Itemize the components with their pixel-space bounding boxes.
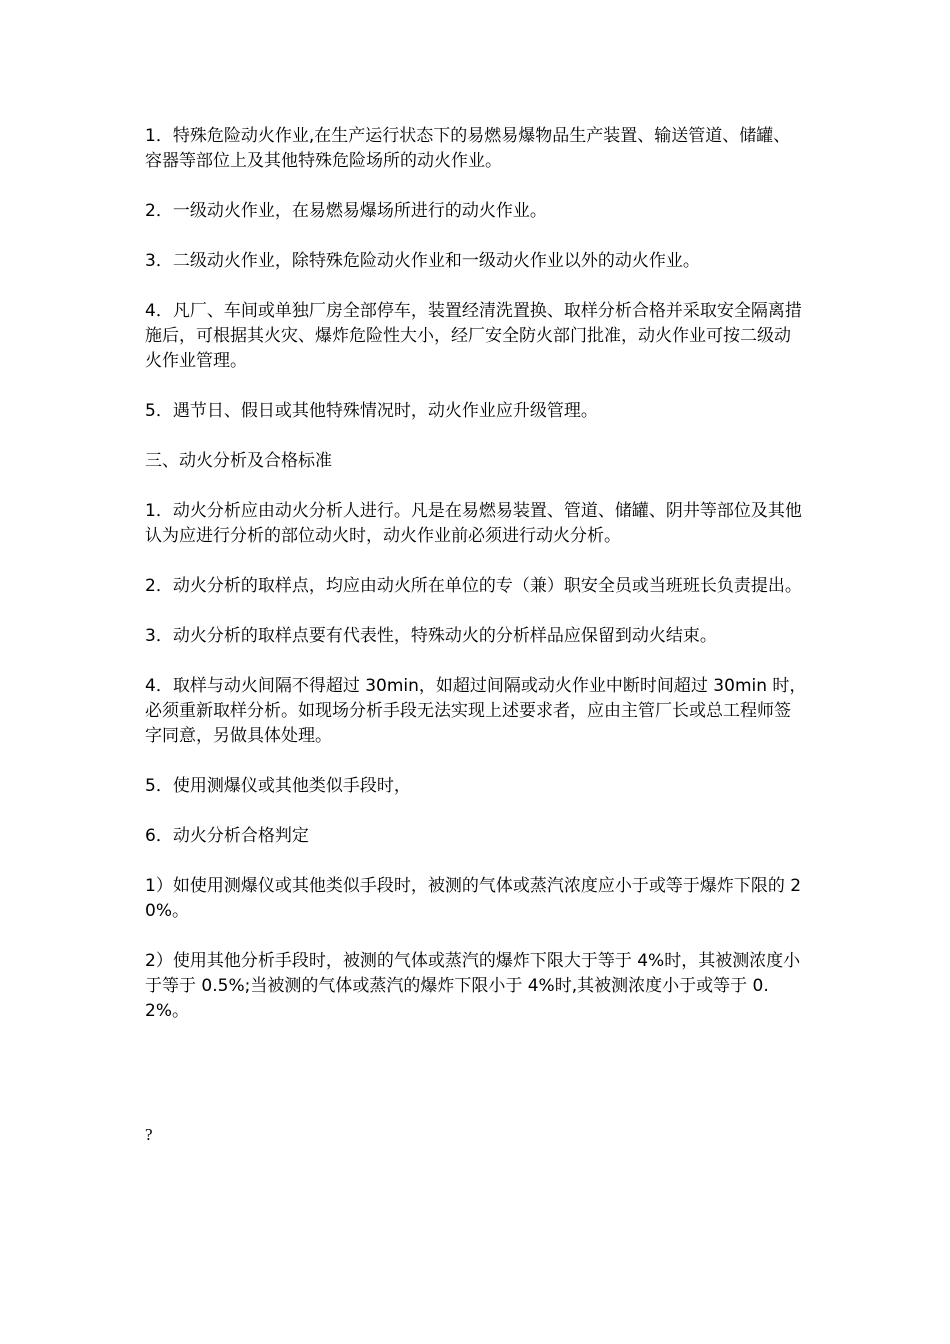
section-heading-analysis-standards: 三、动火分析及合格标准 (145, 451, 332, 471)
paragraph-criteria-other-methods: 2）使用其他分析手段时，被测的气体或蒸汽的爆炸下限大于等于 4%时，其被测浓度小于等于 0.5%;当被测的气体或蒸汽的爆炸下限小于 4%时,其被测浓度小于或等于 0.2%。 (145, 951, 801, 1021)
document-body (145, 124, 807, 1049)
paragraph-qualification-criteria: 6．动火分析合格判定 (145, 826, 309, 846)
paragraph-analysis-by-analyst: 1．动火分析应由动火分析人进行。凡是在易燃易装置、管道、储罐、阴井等部位及其他认为应进行分析的部位动火时，动火作业前必须进行动火分析。 (145, 501, 802, 546)
paragraph-level-one-hot-work: 2．一级动火作业，在易燃易爆场所进行的动火作业。 (145, 201, 547, 221)
paragraph-criteria-explosimeter: 1）如使用测爆仪或其他类似手段时，被测的气体或蒸汽浓度应小于或等于爆炸下限的 20%。 (145, 876, 802, 921)
paragraph-level-two-hot-work: 3．二级动火作业，除特殊危险动火作业和一级动火作业以外的动火作业。 (145, 251, 700, 271)
paragraph-sampling-interval: 4．取样与动火间隔不得超过 30min，如超过间隔或动火作业中断时间超过 30min 时，必须重新取样分析。如现场分析手段无法实现上述要求者，应由主管厂长或总工程师签字同意，另做具体处理。 (145, 676, 807, 746)
paragraph-holiday-upgrade: 5．遇节日、假日或其他特殊情况时，动火作业应升级管理。 (145, 401, 598, 421)
paragraph-shutdown-rule: 4．凡厂、车间或单独厂房全部停车，装置经清洗置换、取样分析合格并采取安全隔离措施后，可根据其火灾、爆炸危险性大小，经厂安全防火部门批准，动火作业可按二级动火作业管理。 (145, 301, 802, 371)
paragraph-explosimeter-use: 5．使用测爆仪或其他类似手段时， (145, 776, 411, 796)
paragraph-sampling-point: 2．动火分析的取样点，均应由动火所在单位的专（兼）职安全员或当班班长负责提出。 (145, 576, 802, 596)
trailing-question-mark: ? (145, 1125, 153, 1144)
paragraph-special-hot-work: 1．特殊危险动火作业,在生产运行状态下的易燃易爆物品生产装置、输送管道、储罐、容器等部位上及其他特殊危险场所的动火作业。 (145, 126, 791, 171)
paragraph-representative-sample: 3．动火分析的取样点要有代表性，特殊动火的分析样品应保留到动火结束。 (145, 626, 717, 646)
